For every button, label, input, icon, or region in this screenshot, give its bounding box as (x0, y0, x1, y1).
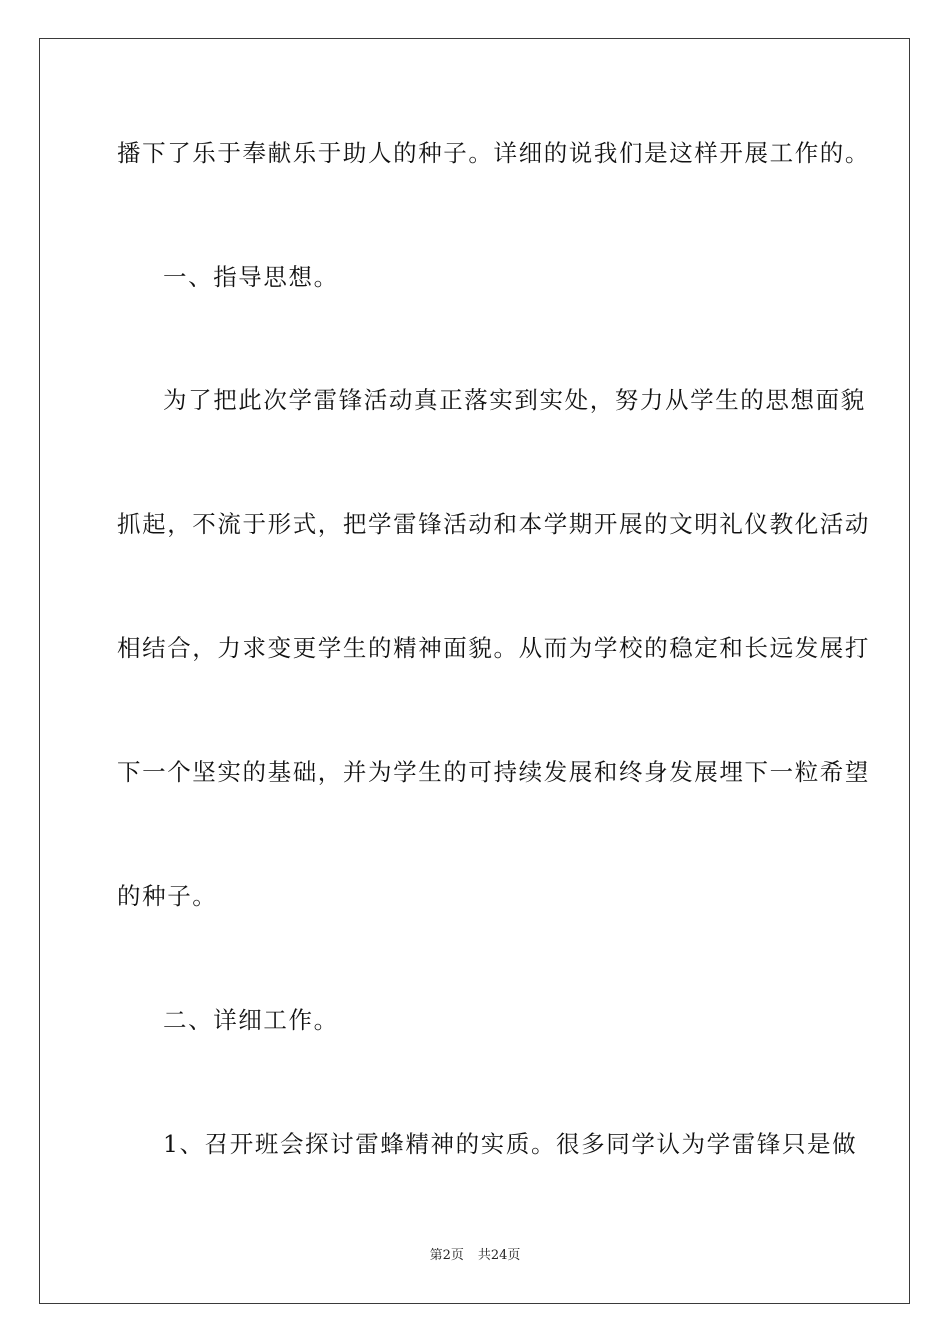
paragraph-line-1: 播下了乐于奉献乐于助人的种子。详细的说我们是这样开展工作的。 (117, 139, 870, 167)
paragraph-line-5: 相结合，力求变更学生的精神面貌。从而为学校的稳定和长远发展打 (117, 634, 870, 662)
page-number: 第2页 (429, 1248, 464, 1263)
section-heading-detailed-work: 二、详细工作。 (163, 1006, 339, 1034)
paragraph-line-4: 抓起，不流于形式，把学雷锋活动和本学期开展的文明礼仪教化活动 (117, 510, 870, 538)
page-total: 共24页 (477, 1248, 521, 1263)
page-footer (0, 1247, 950, 1265)
page-border (39, 38, 910, 1304)
section-heading-guiding-ideology: 一、指导思想。 (163, 263, 339, 291)
paragraph-line-9: 1、召开班会探讨雷蜂精神的实质。很多同学认为学雷锋只是做 (163, 1130, 858, 1158)
paragraph-line-6: 下一个坚实的基础，并为学生的可持续发展和终身发展埋下一粒希望 (117, 758, 870, 786)
paragraph-line-7: 的种子。 (117, 882, 218, 910)
paragraph-line-3: 为了把此次学雷锋活动真正落实到实处，努力从学生的思想面貌 (163, 386, 866, 414)
